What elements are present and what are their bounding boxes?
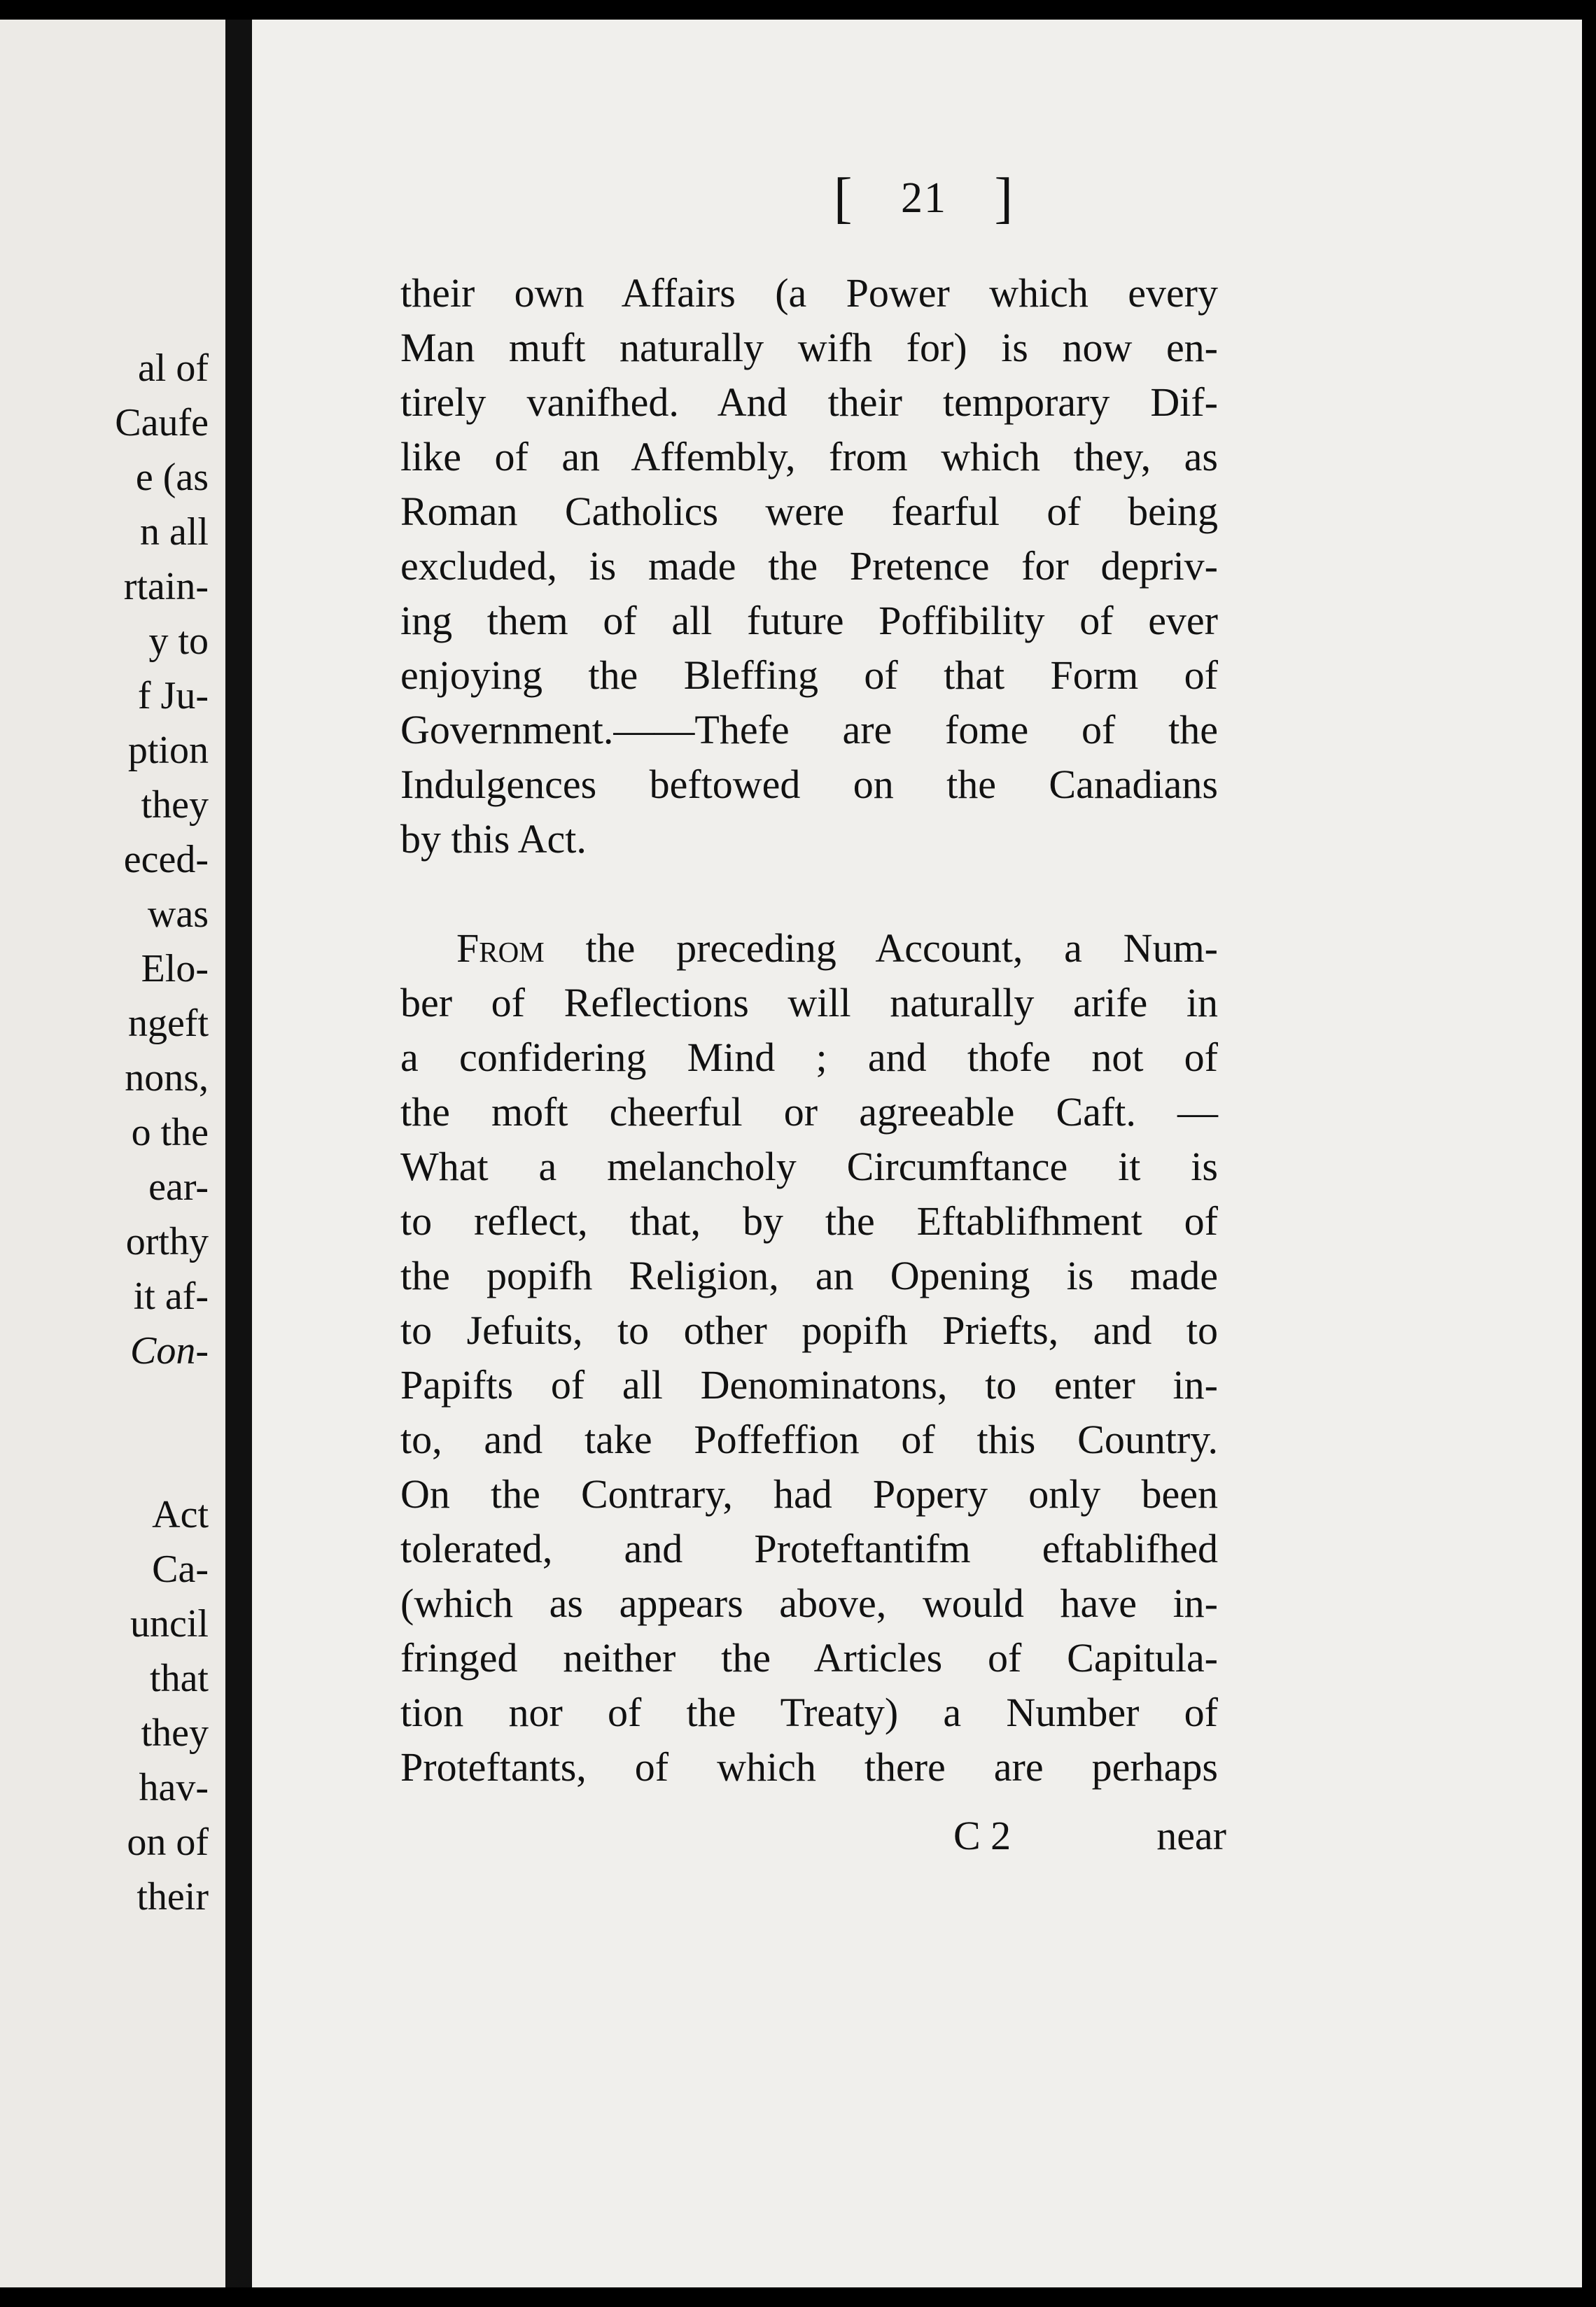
facing-page-text-fragment: Elo- <box>141 947 209 990</box>
facing-page-text-fragment: ear- <box>148 1165 209 1209</box>
text-line: Government.——Thefe are fome of the <box>400 707 1218 752</box>
text-line: Proteftants, of which there are perhaps <box>400 1744 1218 1790</box>
text-line: (which as appears above, would have in- <box>400 1580 1218 1626</box>
facing-page-text-fragment: n all <box>140 510 209 554</box>
text-line: enjoying the Bleffing of that Form of <box>400 652 1218 698</box>
text-line: ber of Reflections will naturally arife in <box>400 980 1218 1025</box>
header-open-bracket: [ <box>833 167 854 229</box>
facing-page-text-fragment: f Ju- <box>137 674 209 717</box>
facing-page-text-fragment: o the <box>131 1111 209 1154</box>
facing-page-text-fragment: Act <box>152 1493 209 1536</box>
text-line: Papifts of all Denominatons, to enter in- <box>400 1362 1218 1408</box>
text-line: tirely vanifhed. And their temporary Dif- <box>400 379 1218 425</box>
facing-page-text-fragment: that <box>150 1657 209 1700</box>
text-line: fringed neither the Articles of Capitula- <box>400 1635 1218 1681</box>
text-line: like of an Affembly, from which they, as <box>400 434 1218 479</box>
facing-page-text-fragment: eced- <box>123 838 209 881</box>
facing-page-text-fragment: hav- <box>139 1766 209 1809</box>
paragraph-gap <box>400 867 1218 921</box>
facing-page-text-fragment: orthy <box>125 1220 209 1263</box>
text-line: On the Contrary, had Popery only been <box>400 1471 1218 1517</box>
facing-page-text-fragment: ption <box>127 729 209 772</box>
text-line: by this Act. <box>400 816 587 862</box>
facing-page-text-fragment: was <box>147 892 209 936</box>
facing-page-text-fragment: rtain- <box>123 565 209 608</box>
text-line: Roman Catholics were fearful of being <box>400 489 1218 534</box>
paragraph-initial-word: From <box>456 925 545 971</box>
page-number: 21 <box>901 174 947 222</box>
text-line: tion nor of the Treaty) a Number of <box>400 1690 1218 1735</box>
facing-page-text-fragment: on of <box>127 1821 209 1864</box>
text-line: to reflect, that, by the Eftablifhment of <box>400 1198 1218 1244</box>
facing-page-text-fragment: they <box>141 1711 209 1755</box>
text-line: a confidering Mind ; and thofe not of <box>400 1035 1218 1080</box>
body-text <box>400 266 1218 1795</box>
text-line <box>400 921 1218 976</box>
text-line: to, and take Poffeffion of this Country. <box>400 1417 1218 1462</box>
text-line: Man muft naturally wifh for) is now en- <box>400 325 1218 370</box>
text-line: Indulgences beftowed on the Canadians <box>400 762 1218 807</box>
signature-mark: C 2 <box>953 1813 1011 1858</box>
facing-page-text-fragment: their <box>136 1875 209 1919</box>
page-footer <box>400 1809 1226 1863</box>
page-header <box>700 167 1148 230</box>
header-close-bracket: ] <box>994 167 1015 229</box>
text-line: their own Affairs (a Power which every <box>400 270 1218 316</box>
text-line: the moft cheerful or agreeable Caft. — <box>400 1089 1218 1135</box>
text-line: What a melancholy Circumftance it is <box>400 1144 1218 1189</box>
text-line: to Jefuits, to other popifh Priefts, and to <box>400 1307 1218 1353</box>
facing-page-text-fragment: Con- <box>130 1329 209 1373</box>
text-line: ing them of all future Poffibility of ever <box>400 598 1218 643</box>
facing-page-text-fragment: e (as <box>135 456 209 499</box>
facing-page-text-fragment: y to <box>148 619 209 663</box>
facing-page-text-fragment: Caufe <box>115 401 209 444</box>
text-line: tolerated, and Proteftantifm eftablifhed <box>400 1526 1218 1571</box>
text-line: excluded, is made the Pretence for depriv- <box>400 543 1218 589</box>
facing-page-text-fragment: Ca- <box>152 1548 209 1591</box>
facing-page-text-fragment: it af- <box>133 1275 209 1318</box>
facing-page-text-fragment: al of <box>137 346 209 390</box>
facing-page-text-fragment: uncil <box>130 1602 209 1646</box>
facing-page-text-fragment: ngeft <box>127 1002 209 1045</box>
facing-page-text-fragment: they <box>141 783 209 827</box>
page-gutter <box>225 20 252 2287</box>
first-line-text: the preceding Account, a Num- <box>544 925 1218 971</box>
page <box>252 20 1582 2287</box>
facing-page-fragment <box>0 20 225 2287</box>
facing-page-text-fragment: nons, <box>125 1056 209 1100</box>
catchword: near <box>1156 1813 1226 1858</box>
paragraph <box>400 921 1218 1795</box>
paragraph <box>400 266 1218 867</box>
text-line: the popifh Religion, an Opening is made <box>400 1253 1218 1298</box>
